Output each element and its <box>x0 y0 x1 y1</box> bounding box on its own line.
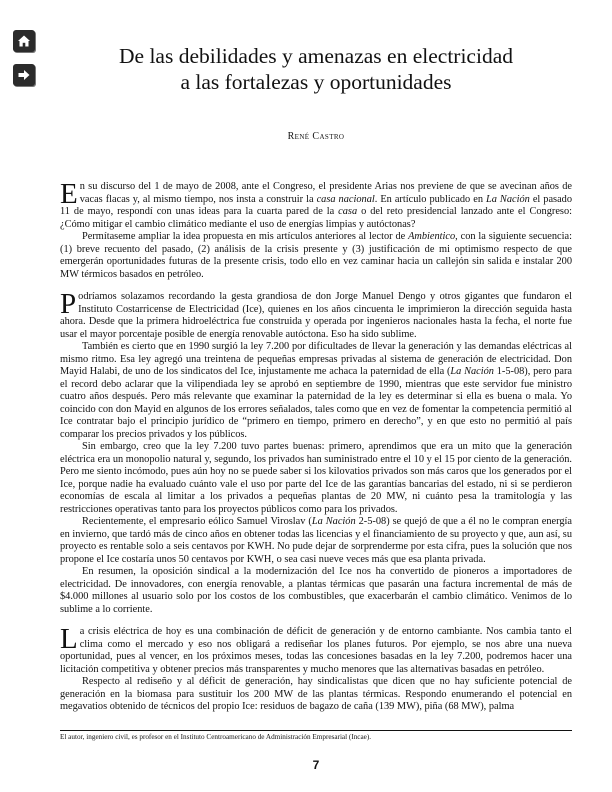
text-run: el pasado 11 de mayo, respondí con unas ideas para la cuarta pared de la <box>60 193 573 217</box>
text-run: También es cierto que en 1990 surgió la ley 7.200 por dificultades de llevar la generación y las demandas eléctricas al mismo ritmo. Esa ley agregó una treintena de pequeñas empresas privadas al sistema de generación de electricidad. Don Mayid Halabi, de uno de los sindicatos del Ice, injustamente me achaca la paternidad de ella ( <box>60 341 572 377</box>
footnote-divider <box>60 730 572 731</box>
drop-cap: P <box>60 288 77 320</box>
home-button[interactable] <box>13 30 35 52</box>
paragraph <box>60 231 572 281</box>
italic-text: La Nación <box>311 516 356 527</box>
title-line-2: a las fortalezas y oportunidades <box>180 70 452 94</box>
italic-text: casa <box>338 206 358 217</box>
text-run: odríamos solazamos recordando la gesta grandiosa de don Jorge Manuel Dengo y otros gigantes que fundaron el Instituto Costarricense de Electricidad (Ice), quienes en los años cincuenta le imprimieron la dirección seguida hasta ahora. Desde que la primera hidroeléctrica fue construida y operada por ingenieros nacionales hasta la fecha, el norte fue usar el mayor porcentaje posible de energía renovable autóctona. Eso ha sido sublime. <box>60 291 572 340</box>
author-byline: René Castro <box>287 131 345 142</box>
text-run: 2-5-08) se quejó de que a él no le compran energía en invierno, que tardó más de cinco años en obtener todas las licencias y el financiamiento de su proyecto y que, aun así, su proyecto es rentable solo a seis centavos por KWH. No pude dejar de sorprenderme por esta cifra, pues la solución que nos propone el Ice costaría unos 50 centavos por KWH, o sea casi nueve veces más que esa planta privada. <box>60 516 572 565</box>
text-run: . En artículo publicado en <box>374 193 486 205</box>
arrow-right-icon <box>13 64 35 86</box>
next-page-button[interactable] <box>13 64 35 86</box>
page-number: 7 <box>312 758 320 772</box>
footnote: El autor, ingeniero civil, es profesor en el Instituto Centroamericano de Administración Empresarial (Incae). <box>60 733 372 741</box>
article-body <box>60 178 573 714</box>
article-title <box>60 43 572 95</box>
text-run: Permítaseme ampliar la idea propuesta en mis artículos anteriores al lector de <box>82 231 409 242</box>
paragraph <box>60 288 572 341</box>
paragraph <box>60 341 572 441</box>
paragraph: Respecto al rediseño y al déficit de generación, hay sindicalistas que dicen que no hay suficiente potencial de generación en la biomasa para sustituir los 200 MW de las plantas térmicas. Respondo enumerando el potencial en megavatios obtenido de técnicos del propio Ice: residuos de bagazo de caña (139 MW), piña (68 MW), palma <box>60 676 572 712</box>
paragraph <box>60 623 572 676</box>
title-line-1: De las debilidades y amenazas en electricidad <box>119 44 513 68</box>
paragraph <box>60 178 573 231</box>
italic-text: casa nacional <box>316 193 375 205</box>
drop-cap: L <box>60 623 78 655</box>
drop-cap: E <box>60 178 78 210</box>
paragraph: En resumen, la oposición sindical a la modernización del Ice nos ha convertido de pioneros a importadores de electricidad. De innovadores, con energía renovable, a plantas térmicas que pasarán una factura incremental de más de $4.000 millones al usuario solo por los costos de los combustibles, que exacerbarán el cambio climático. Venimos de lo sublime a lo corriente. <box>60 566 572 615</box>
text-run: a crisis eléctrica de hoy es una combinación de déficit de generación y de entorno cambiante. Nos cambia tanto el clima como el mercado y eso nos obligará a rediseñar los planes futuros. Por ejemplo, se nos abre una nueva oportunidad, pues al vencer, en los próximos meses, todas las concesiones basadas en la ley 7.200, podremos hacer una licitación competitiva y obtener precios más transparentes y mucho menores que las alternativas basadas en petróleo. <box>60 626 572 675</box>
text-run: n su discurso del 1 de mayo de 2008, ante el Congreso, el presidente Arias nos previene de que se avecinan años de vacas flacas y, al mismo tiempo, nos insta a construir la <box>79 181 572 205</box>
text-run: Recientemente, el empresario eólico Samuel Viroslav ( <box>82 516 312 527</box>
paragraph <box>60 516 572 566</box>
home-icon <box>13 30 35 52</box>
italic-text: La Nación <box>450 366 494 377</box>
italic-text: La Nación <box>486 193 530 205</box>
italic-text: Ambientico <box>408 231 456 242</box>
paragraph: Sin embargo, creo que la ley 7.200 tuvo partes buenas: primero, aprendimos que era un mito que la generación eléctrica era un monopolio natural y, segundo, los privados han suministrado entre el 10 y el 15 por ciento de la generación. Pero me siento incómodo, pues aún hoy no se puede saber si los kilovatios privados son más caros que los generados por el Ice, porque nadie ha evaluado cuánto vale el uso por parte del Ice de las garantías bancarias del estado, ni si se perdieron economías de escala al limitar a los privados a pequeñas plantas de 20 MW, ni cuánto pesa la tramitología y las restricciones operativas tanto para los proyectos públicos como para los privados. <box>60 441 572 515</box>
text-run: , con la siguiente secuencia: (1) breve recuento del pasado, (2) análisis de la crisis presente y (3) justificación de mi optimismo respecto de que emergerán oportunidades futuras de la presente crisis, todo ello en vez caminar hacia un callejón sin salida e instalar 200 MW térmicos basados en petróleo. <box>60 231 572 280</box>
text-run: 1-5-08), pero para el record debo aclarar que la vilipendiada ley se aprobó en septiembre de 1990, mientras que este servidor fue ministro cuatro años después. Pero más relevante que examinar la paternidad de la ley es determinar si ella es buena o mala. Yo coincido con don Mayid en algunos de los errores señalados, tales como que en vez de fomentar la competencia permitió al Ice contratar bajo el principio jurídico de “primero en tiempo, primero en derecho”, y en que esto no permitió al país comparar los precios privados y los públicos. <box>60 366 573 440</box>
text-run: o del reto presidencial lanzado ante el Congreso: ¿Cómo mitigar el cambio climático mediante el uso de energías limpias y autóctonas? <box>60 206 572 230</box>
